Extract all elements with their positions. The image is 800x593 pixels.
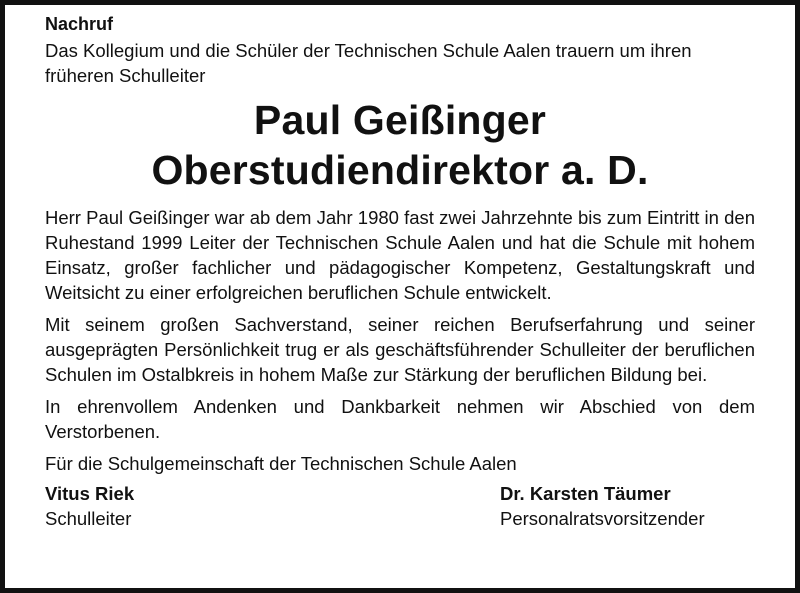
signatory-right [500,481,755,531]
deceased-title: Oberstudiendirektor a. D. [151,147,649,193]
notice-heading: Nachruf [45,14,114,34]
notice-content [45,13,755,531]
intro-text: Das Kollegium und die Schüler der Technischen Schule Aalen trauern um ihren früheren Schulleiter [45,40,692,86]
signatory-left [45,481,134,531]
closing-line: Für die Schulgemeinschaft der Technischen Schule Aalen [45,453,517,474]
body-paragraph-farewell: In ehrenvollem Andenken und Dankbarkeit nehmen wir Abschied von dem Verstorbenen. [45,396,755,442]
signature-block [45,481,755,531]
body-paragraph-merits: Mit seinem großen Sachverstand, seiner reichen Berufserfahrung und seiner ausgeprägten Persönlichkeit trug er als geschäftsführender Schulleiter der beruflichen Schulen im Ostalbkreis in hohem Maße zur Stärkung der beruflichen Bildung bei. [45,314,755,385]
deceased-title-block [45,95,755,195]
signatory-role: Schulleiter [45,508,132,529]
signatory-name: Dr. Karsten Täumer [500,483,671,504]
deceased-name: Paul Geißinger [253,97,547,143]
signatory-role: Personalratsvorsitzender [500,508,705,529]
body-paragraph-career: Herr Paul Geißinger war ab dem Jahr 1980 fast zwei Jahrzehnte bis zum Eintritt in den Ruhestand 1999 Leiter der Technischen Schule Aalen und hat die Schule mit hohem Einsatz, großer fachlicher und pädagogischer Kompetenz, Gestaltungskraft und Weitsicht zu einer erfolgreichen beruflichen Schule entwickelt. [45,207,755,303]
signatory-name: Vitus Riek [45,483,135,504]
